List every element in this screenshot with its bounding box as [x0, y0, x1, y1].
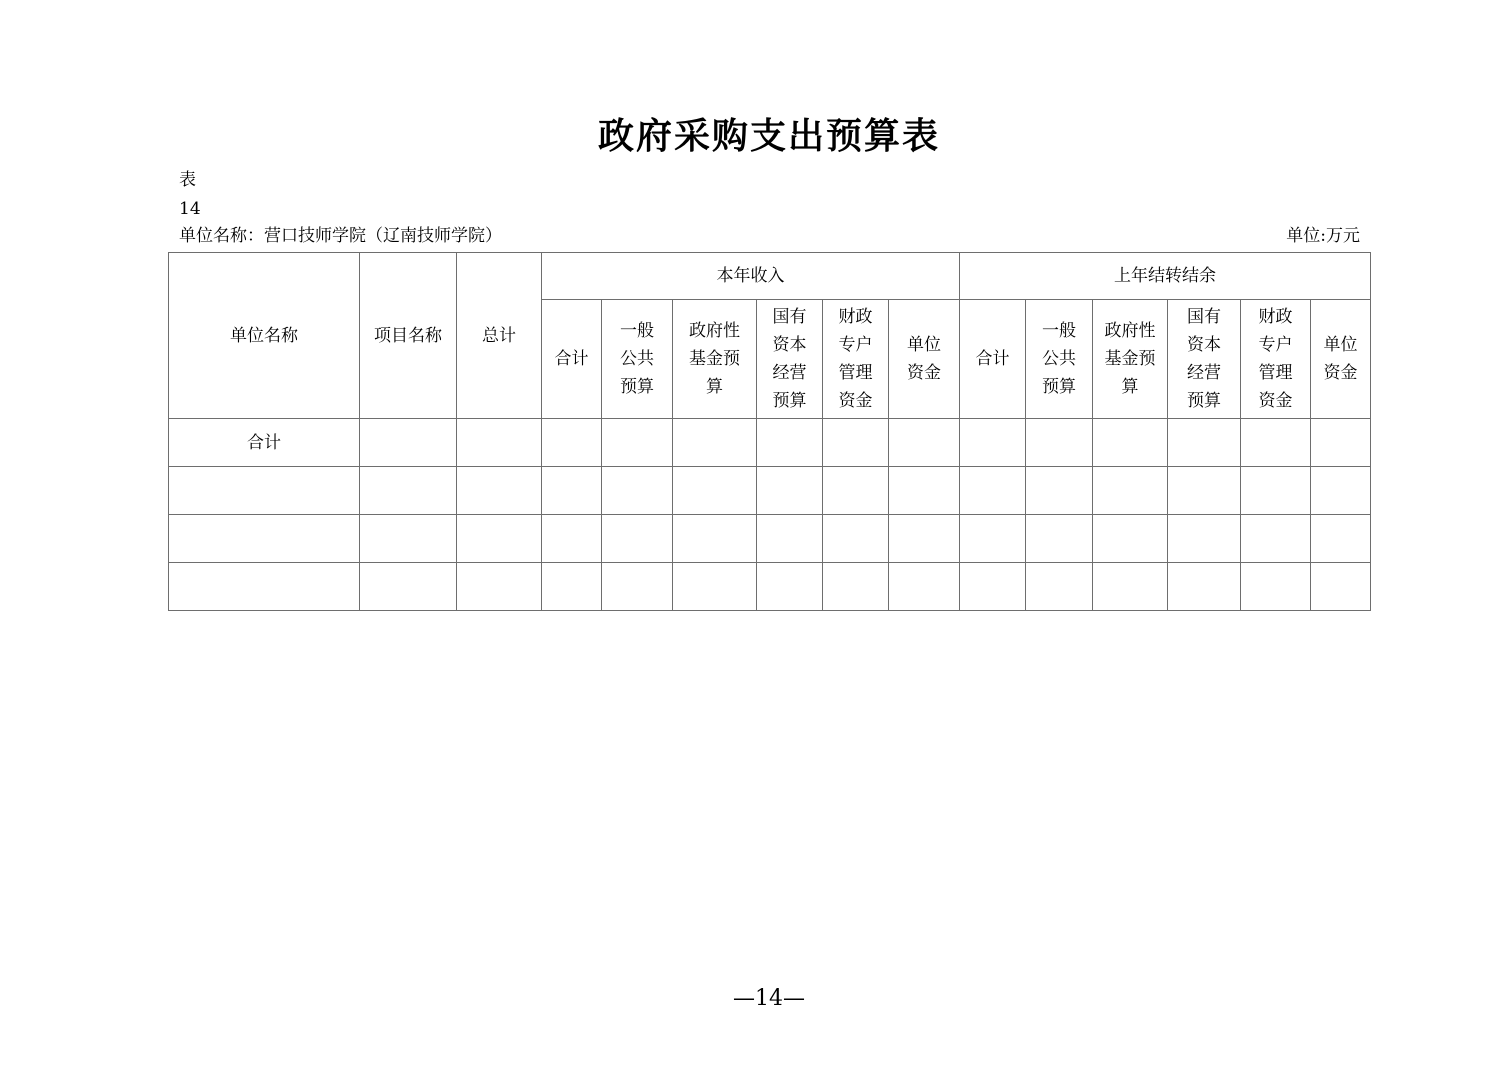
- table-cell: [457, 419, 542, 467]
- table-cell: [1311, 467, 1371, 515]
- table-row: [169, 467, 1371, 515]
- table-cell: [602, 563, 673, 611]
- table-cell: [757, 467, 823, 515]
- table-cell: [960, 563, 1026, 611]
- table-cell: [542, 467, 602, 515]
- header-current-fiscal-special: 财政专户管理资金: [823, 300, 889, 419]
- table-row: [169, 563, 1371, 611]
- table-cell: [1241, 467, 1311, 515]
- table-cell: [823, 563, 889, 611]
- table-cell: [1168, 563, 1241, 611]
- header-unit-name: 单位名称: [169, 253, 360, 419]
- table-cell-unit: [169, 563, 360, 611]
- table-label-line-1: 表: [179, 170, 196, 190]
- header-prior-fund: 政府性基金预算: [1093, 300, 1168, 419]
- table-cell: [757, 563, 823, 611]
- table-cell: [889, 419, 960, 467]
- table-cell: [1311, 419, 1371, 467]
- table-cell: [457, 467, 542, 515]
- header-prior-general: 一般公共预算: [1026, 300, 1093, 419]
- unit-measure-label: 单位:万元: [1286, 226, 1360, 246]
- table-cell: [1168, 419, 1241, 467]
- table-cell-unit: [169, 467, 360, 515]
- table-cell: [757, 419, 823, 467]
- table-cell: [889, 515, 960, 563]
- header-current-unit-fund: 单位资金: [889, 300, 960, 419]
- table-cell: [757, 515, 823, 563]
- table-cell: [1093, 515, 1168, 563]
- table-cell: [1311, 515, 1371, 563]
- table-cell: [1026, 515, 1093, 563]
- table-cell: [457, 563, 542, 611]
- table-cell: [1093, 419, 1168, 467]
- table-cell: [673, 515, 757, 563]
- table-cell: [457, 515, 542, 563]
- table-cell: [1168, 515, 1241, 563]
- header-group-current-income: 本年收入: [542, 253, 960, 300]
- table-cell: [360, 563, 457, 611]
- table-cell: [542, 515, 602, 563]
- header-prior-fiscal-special: 财政专户管理资金: [1241, 300, 1311, 419]
- table-cell: [1026, 563, 1093, 611]
- header-project-name: 项目名称: [360, 253, 457, 419]
- table-cell: [602, 467, 673, 515]
- table-cell: [889, 563, 960, 611]
- table-cell: [542, 563, 602, 611]
- header-current-general: 一般公共预算: [602, 300, 673, 419]
- header-prior-state-capital: 国有资本经营预算: [1168, 300, 1241, 419]
- table-cell: [1241, 515, 1311, 563]
- page-number: —14—: [733, 986, 805, 1011]
- header-prior-sum: 合计: [960, 300, 1026, 419]
- table-cell: [1026, 419, 1093, 467]
- table-cell: [889, 467, 960, 515]
- table-cell: [602, 419, 673, 467]
- page-title: 政府采购支出预算表: [597, 115, 940, 157]
- table-label-line-2: 14: [179, 199, 201, 219]
- table-cell: [673, 563, 757, 611]
- table-cell: [823, 515, 889, 563]
- table-cell: [360, 419, 457, 467]
- header-prior-unit-fund: 单位资金: [1311, 300, 1371, 419]
- table-cell: [823, 467, 889, 515]
- table-cell-unit: [169, 515, 360, 563]
- header-current-sum: 合计: [542, 300, 602, 419]
- table-cell: [1241, 563, 1311, 611]
- table-cell: [823, 419, 889, 467]
- table-row: [169, 419, 1371, 467]
- table-cell: [673, 467, 757, 515]
- header-total: 总计: [457, 253, 542, 419]
- table-cell: [1311, 563, 1371, 611]
- table-cell: [1241, 419, 1311, 467]
- unit-name-label: 单位名称：营口技师学院（辽南技师学院）: [179, 226, 502, 246]
- table-cell: [673, 419, 757, 467]
- table-cell: [1026, 467, 1093, 515]
- budget-table: [168, 252, 1371, 611]
- table-row: [169, 515, 1371, 563]
- header-current-state-capital: 国有资本经营预算: [757, 300, 823, 419]
- table-cell-unit: 合计: [169, 419, 360, 467]
- table-cell: [960, 419, 1026, 467]
- table-cell: [602, 515, 673, 563]
- header-group-prior-carryover: 上年结转结余: [960, 253, 1371, 300]
- table-cell: [1168, 467, 1241, 515]
- header-current-fund: 政府性基金预算: [673, 300, 757, 419]
- table-cell: [960, 515, 1026, 563]
- table-cell: [1093, 563, 1168, 611]
- table-cell: [360, 515, 457, 563]
- table-cell: [960, 467, 1026, 515]
- table-cell: [1093, 467, 1168, 515]
- table-cell: [360, 467, 457, 515]
- table-cell: [542, 419, 602, 467]
- header-row-group: [169, 253, 1371, 300]
